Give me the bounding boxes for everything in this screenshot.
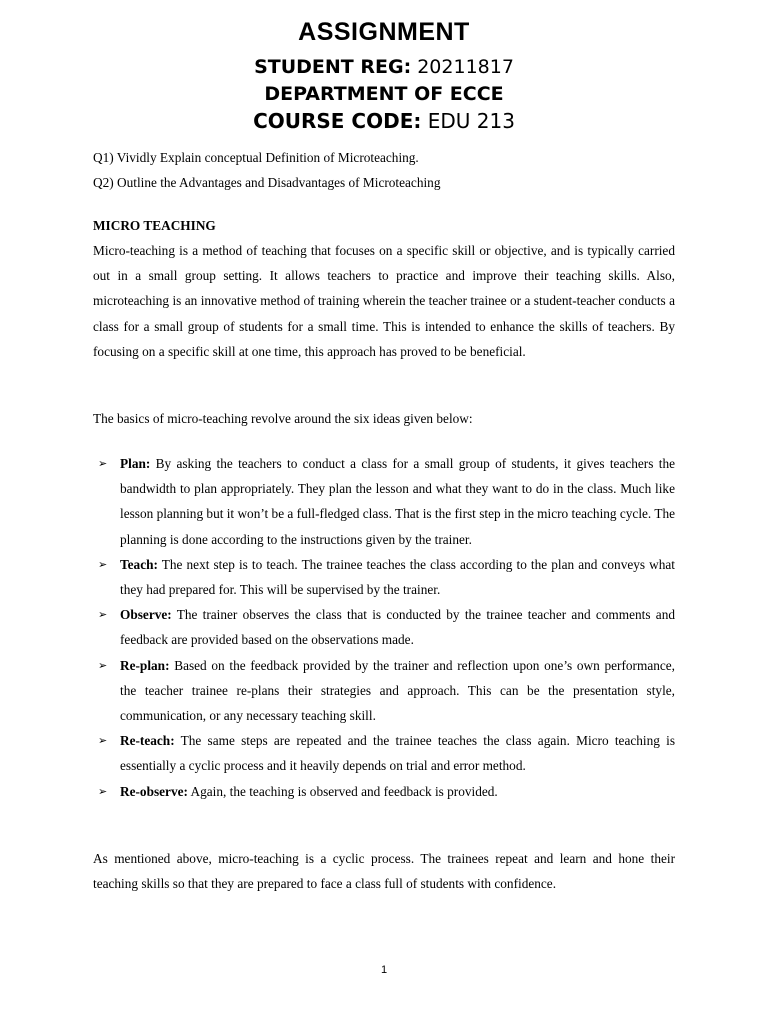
section-paragraph: Micro-teaching is a method of teaching that focuses on a specific skill or objective, and is typically carried out in a small group setting. It allows teachers to practice and improve their teaching skills. Also, microteaching is an innovative method of training wherein the teacher trainee or a student-teacher conducts a class for a small group of students for a small time. This is intended to enhance the skills of teachers. By focusing on a specific skill at one time, this approach has proved to be beneficial.	[93, 243, 675, 359]
list-item-term: Re-observe:	[120, 783, 188, 799]
micro-teaching-steps-list	[98, 451, 675, 804]
question-2: Q2) Outline the Advantages and Disadvantages of Microteaching	[93, 175, 441, 190]
list-item	[98, 552, 675, 602]
arrow-bullet-icon: ➢	[98, 557, 108, 571]
list-item-term: Re-teach:	[120, 733, 175, 749]
list-item-term: Plan:	[120, 456, 151, 471]
section-heading: MICRO TEACHING	[93, 218, 216, 233]
list-item	[98, 728, 675, 778]
list-item	[98, 779, 675, 804]
list-item-text: Again, the teaching is observed and feedback is provided.	[187, 783, 498, 799]
page-number: 1	[380, 964, 388, 976]
arrow-bullet-icon: ➢	[98, 658, 108, 672]
list-item-text: The same steps are repeated and the trainee teaches the class again. Micro teaching is essentially a cyclic process and it heavily depends on trial and error method.	[120, 733, 675, 774]
student-reg-line	[0, 55, 768, 79]
course-code-line	[0, 109, 768, 133]
list-intro: The basics of micro-teaching revolve around the six ideas given below:	[93, 411, 473, 426]
department-name: DEPARTMENT OF ECCE	[264, 83, 504, 105]
list-item-text: By asking the teachers to conduct a class for a small group of students, it gives teachers the bandwidth to plan appropriately. They plan the lesson and what they want to do in the class. Much like lesson planning but it won’t be a full-fledged class. That is the first step in the micro teaching cycle. The planning is done according to the instructions given by the trainer.	[120, 456, 676, 547]
student-reg-label: STUDENT REG:	[254, 56, 412, 78]
list-item	[98, 602, 675, 652]
document-title: ASSIGNMENT	[298, 18, 470, 46]
list-item-term: Observe:	[120, 607, 172, 623]
department-line	[0, 82, 768, 106]
closing-paragraph: As mentioned above, micro-teaching is a cyclic process. The trainees repeat and learn and hone their teaching skills so that they are prepared to face a class full of students with confidence.	[93, 851, 675, 892]
list-item-term: Teach:	[120, 556, 158, 572]
arrow-bullet-icon: ➢	[98, 457, 108, 470]
question-1: Q1) Vividly Explain conceptual Definition of Microteaching.	[93, 150, 419, 165]
arrow-bullet-icon: ➢	[98, 608, 108, 622]
course-code-label: COURSE CODE:	[253, 109, 422, 133]
list-item	[98, 653, 675, 729]
arrow-bullet-icon: ➢	[98, 734, 108, 748]
student-reg-value: 20211817	[411, 56, 514, 78]
list-item-text: The next step is to teach. The trainee teaches the class according to the plan and conveys what they had prepared for. This will be supervised by the trainer.	[120, 556, 675, 598]
list-item-term: Re-plan:	[120, 657, 170, 673]
list-item	[98, 451, 675, 552]
course-code-value: EDU 213	[421, 109, 515, 133]
list-item-text: The trainer observes the class that is conducted by the trainee teacher and comments and feedback are provided based on the observations made.	[120, 607, 675, 648]
arrow-bullet-icon: ➢	[98, 784, 108, 798]
list-item-text: Based on the feedback provided by the trainer and reflection upon one’s own performance, the teacher trainee re-plans their strategies and approach. This can be the presentation style, communication, or any necessary teaching skill.	[120, 657, 675, 724]
